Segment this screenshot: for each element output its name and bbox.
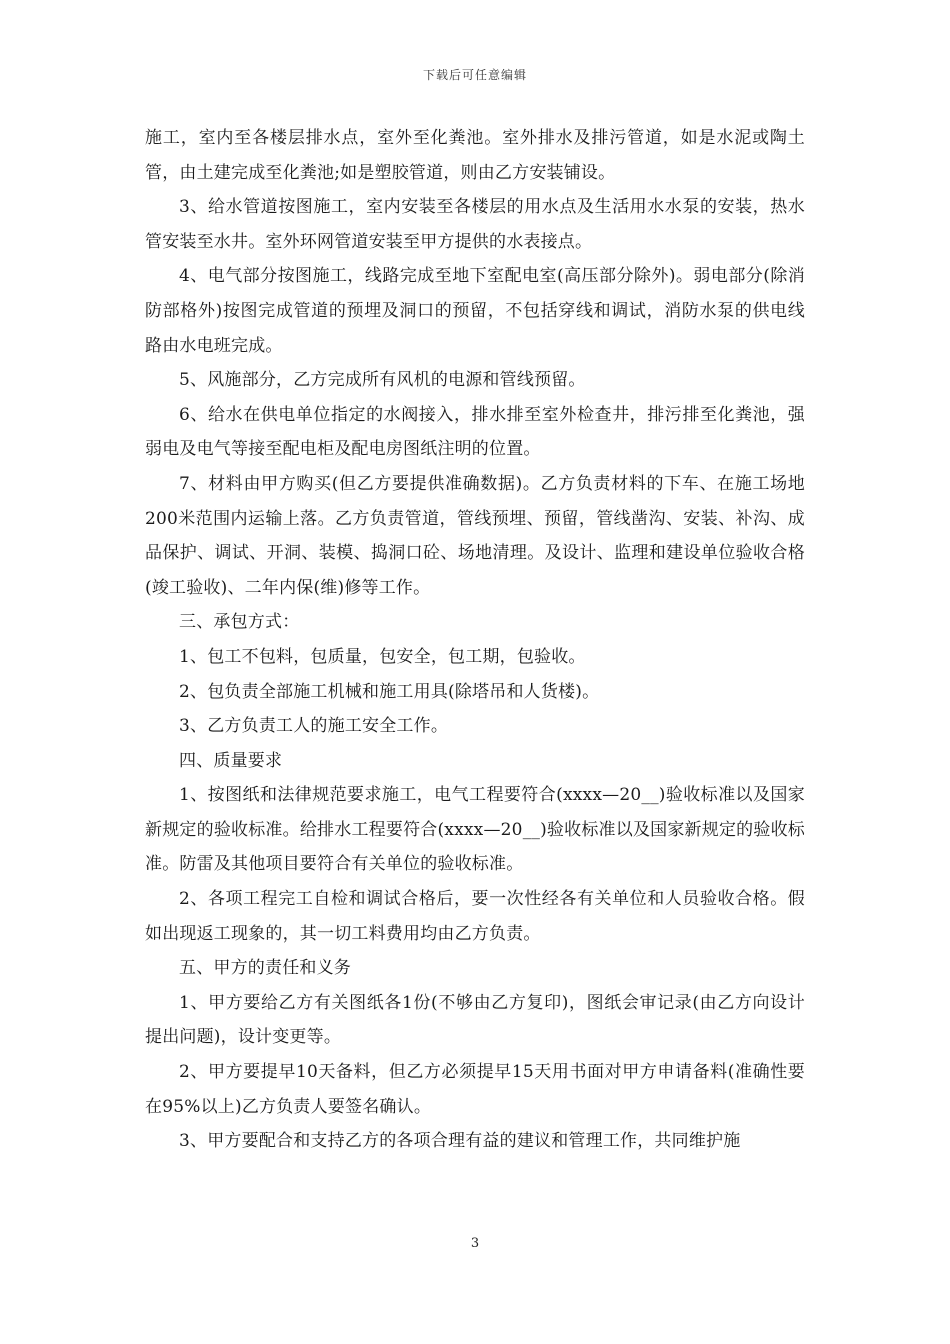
document-body	[145, 121, 805, 1159]
paragraph: 3、乙方负责工人的施工安全工作。	[179, 716, 449, 737]
paragraph: 2、包负责全部施工机械和施工用具(除塔吊和人货楼)。	[179, 681, 600, 702]
paragraph: 7、材料由甲方购买(但乙方要提供准确数据)。乙方负责材料的下车、在施工场地200米范围内运输上落。乙方负责管道，管线预埋、预留，管线凿沟、安装、补沟、成品保护、调试、开洞、装模、捣洞口砼、场地清理。及设计、监理和建设单位验收合格(竣工验收)、二年内保(维)修等工作。	[145, 473, 805, 598]
paragraph: 1、包工不包料，包质量，包安全，包工期，包验收。	[179, 646, 586, 667]
section-heading: 三、承包方式：	[179, 612, 300, 633]
paragraph: 1、按图纸和法律规范要求施工，电气工程要符合(xxxx—20__)验收标准以及国家新规定的验收标准。给排水工程要符合(xxxx—20__)验收标准以及国家新规定的验收标准。防雷及其他项目要符合有关单位的验收标准。	[145, 785, 805, 875]
paragraph: 6、给水在供电单位指定的水阀接入，排水排至室外检查井，排污排至化粪池，强弱电及电气等接至配电柜及配电房图纸注明的位置。	[145, 404, 805, 460]
paragraph: 施工，室内至各楼层排水点，室外至化粪池。室外排水及排污管道，如是水泥或陶土管，由土建完成至化粪池;如是塑胶管道，则由乙方安装铺设。	[145, 128, 805, 183]
page-number: 3	[470, 1236, 480, 1251]
page-header: 下载后可任意编辑	[422, 68, 527, 82]
section-heading: 五、甲方的责任和义务	[179, 958, 351, 979]
paragraph: 2、甲方要提早10天备料，但乙方必须提早15天用书面对甲方申请备料(准确性要在95%以上)乙方负责人要签名确认。	[145, 1062, 805, 1117]
paragraph: 3、甲方要配合和支持乙方的各项合理有益的建议和管理工作，共同维护施	[179, 1131, 741, 1152]
paragraph: 4、电气部分按图施工，线路完成至地下室配电室(高压部分除外)。弱电部分(除消防部格外)按图完成管道的预埋及洞口的预留，不包括穿线和调试，消防水泵的供电线路由水电班完成。	[145, 266, 805, 356]
paragraph: 2、各项工程完工自检和调试合格后，要一次性经各有关单位和人员验收合格。假如出现返工现象的，其一切工料费用均由乙方负责。	[145, 889, 805, 944]
paragraph: 5、风施部分，乙方完成所有风机的电源和管线预留。	[179, 370, 586, 391]
section-heading: 四、质量要求	[179, 750, 283, 771]
paragraph: 1、甲方要给乙方有关图纸各1份(不够由乙方复印)，图纸会审记录(由乙方向设计提出问题)，设计变更等。	[145, 992, 805, 1048]
paragraph: 3、给水管道按图施工，室内安装至各楼层的用水点及生活用水水泵的安装，热水管安装至水井。室外环网管道安装至甲方提供的水表接点。	[145, 197, 805, 252]
